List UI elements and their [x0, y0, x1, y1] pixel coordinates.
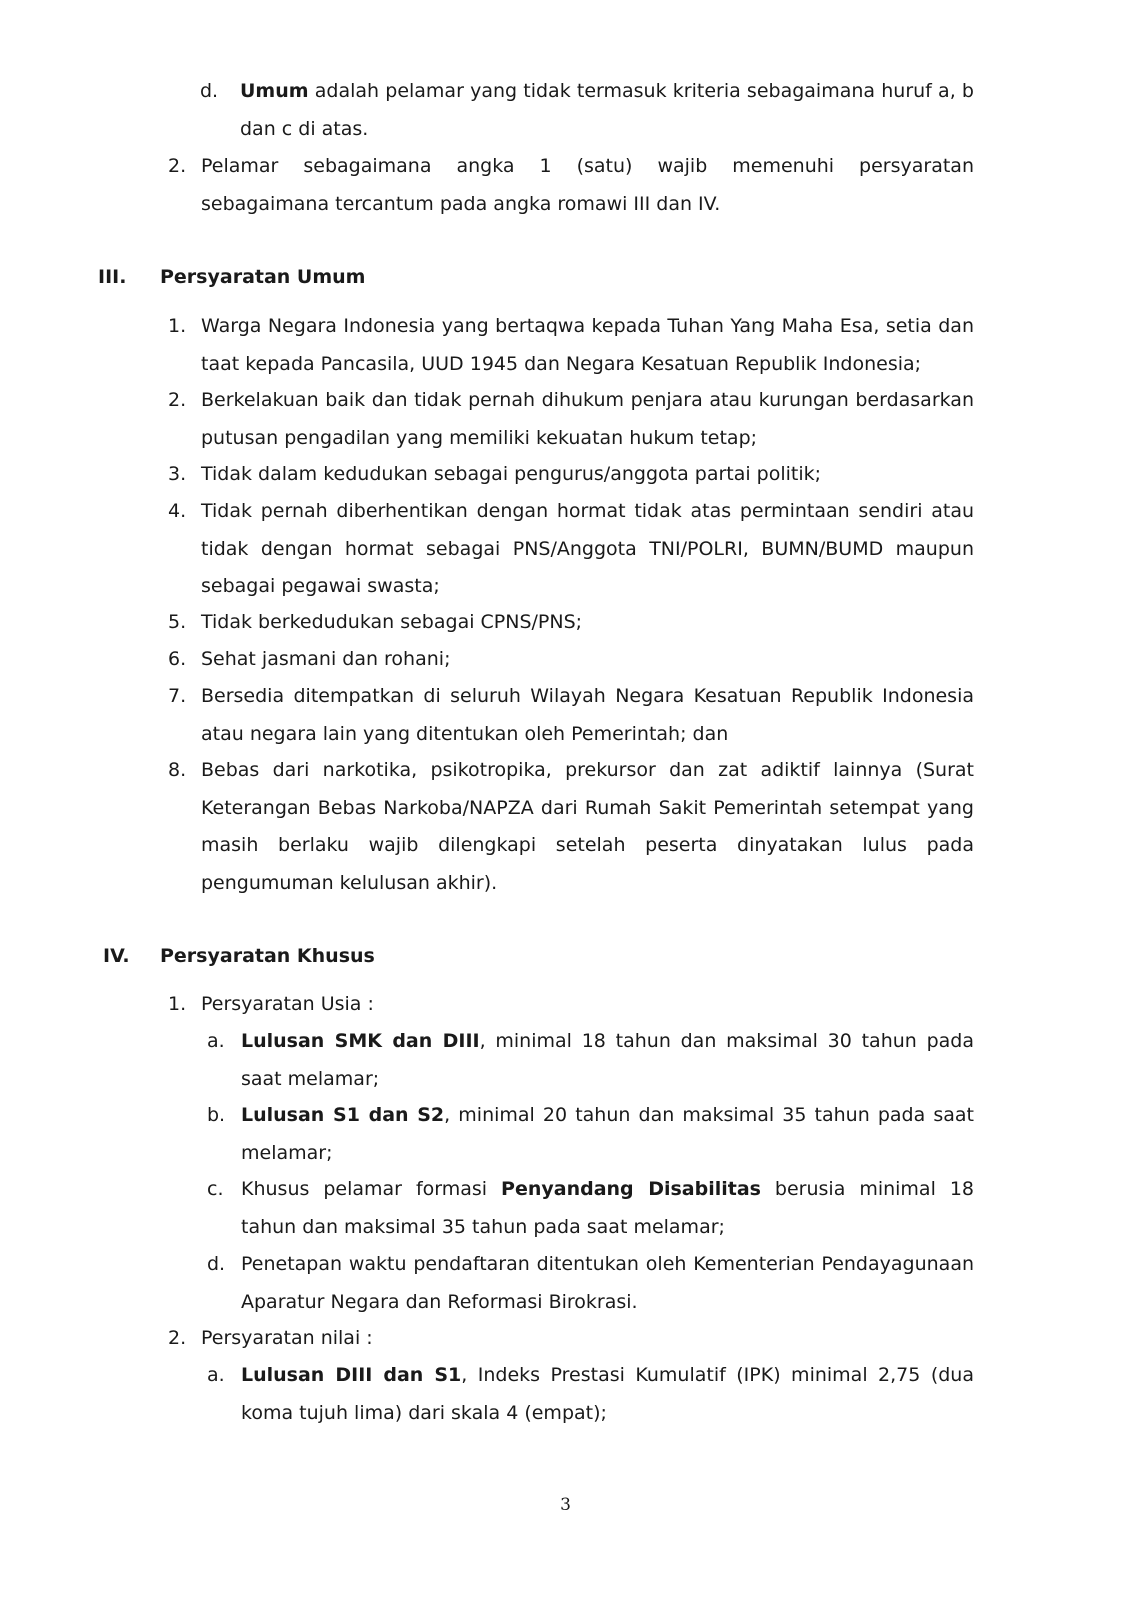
sub-list-marker: d.: [207, 1253, 226, 1275]
list-item: Warga Negara Indonesia yang bertaqwa kepada Tuhan Yang Maha Esa, setia dan taat kepada Pancasila, UUD 1945 dan Negara Kesatuan Republik Indonesia;: [201, 315, 974, 375]
sub-list-marker: b.: [207, 1104, 226, 1126]
list-marker: 2.: [168, 1327, 187, 1349]
list-marker: 8.: [168, 759, 187, 781]
list-item: Bersedia ditempatkan di seluruh Wilayah Negara Kesatuan Republik Indonesia atau negara lain yang ditentukan oleh Pemerintah; dan: [201, 685, 974, 745]
list-marker: 2.: [168, 389, 187, 411]
page-number: 3: [560, 1495, 571, 1515]
list-marker: 5.: [168, 611, 187, 633]
list-marker: 6.: [168, 648, 187, 670]
list-item: Bebas dari narkotika, psikotropika, prekursor dan zat adiktif lainnya (Surat Keterangan Bebas Narkoba/NAPZA dari Rumah Sakit Pemerintah setempat yang masih berlaku wajib dilengkapi setelah peserta dinyatakan lulus pada pengumuman kelulusan akhir).: [201, 759, 974, 894]
list-item: Umum adalah pelamar yang tidak termasuk kriteria sebagaimana huruf a, b dan c di atas.: [240, 80, 974, 140]
list-item: Tidak dalam kedudukan sebagai pengurus/anggota partai politik;: [201, 463, 822, 485]
sub-list-item: Lulusan S1 dan S2, minimal 20 tahun dan maksimal 35 tahun pada saat melamar;: [241, 1104, 975, 1164]
list-item: Pelamar sebagaimana angka 1 (satu) wajib memenuhi persyaratan sebagaimana tercantum pada angka romawi III dan IV.: [201, 155, 974, 215]
list-marker: d.: [200, 80, 219, 102]
sub-list-marker: a.: [207, 1030, 225, 1052]
sub-list-item: Lulusan DIII dan S1, Indeks Prestasi Kumulatif (IPK) minimal 2,75 (dua koma tujuh lima) dari skala 4 (empat);: [241, 1364, 974, 1424]
list-item: Tidak pernah diberhentikan dengan hormat tidak atas permintaan sendiri atau tidak dengan hormat sebagai PNS/Anggota TNI/POLRI, BUMN/BUMD maupun sebagai pegawai swasta;: [201, 500, 974, 597]
term-bold: Umum: [240, 80, 309, 102]
sub-list-item: Lulusan SMK dan DIII, minimal 18 tahun dan maksimal 30 tahun pada saat melamar;: [241, 1030, 974, 1090]
list-item: Tidak berkedudukan sebagai CPNS/PNS;: [201, 611, 583, 633]
section-title: Persyaratan Umum: [160, 266, 366, 288]
list-marker: 1.: [168, 315, 187, 337]
sub-list-marker: a.: [207, 1364, 225, 1386]
sub-list-item: Khusus pelamar formasi Penyandang Disabilitas berusia minimal 18 tahun dan maksimal 35 tahun pada saat melamar;: [241, 1178, 974, 1238]
list-item: Persyaratan nilai :: [201, 1327, 373, 1349]
list-marker: 1.: [168, 993, 187, 1015]
section-number: III.: [98, 266, 127, 288]
list-marker: 4.: [168, 500, 187, 522]
section-number: IV.: [103, 945, 130, 967]
list-marker: 3.: [168, 463, 187, 485]
sub-list-item: Penetapan waktu pendaftaran ditentukan oleh Kementerian Pendayagunaan Aparatur Negara dan Reformasi Birokrasi.: [241, 1253, 974, 1313]
section-title: Persyaratan Khusus: [160, 945, 375, 967]
sub-list-marker: c.: [207, 1178, 224, 1200]
list-item: Berkelakuan baik dan tidak pernah dihukum penjara atau kurungan berdasarkan putusan pengadilan yang memiliki kekuatan hukum tetap;: [201, 389, 974, 449]
list-item: Persyaratan Usia :: [201, 993, 374, 1015]
list-item: Sehat jasmani dan rohani;: [201, 648, 451, 670]
list-marker: 2.: [168, 155, 187, 177]
list-marker: 7.: [168, 685, 187, 707]
